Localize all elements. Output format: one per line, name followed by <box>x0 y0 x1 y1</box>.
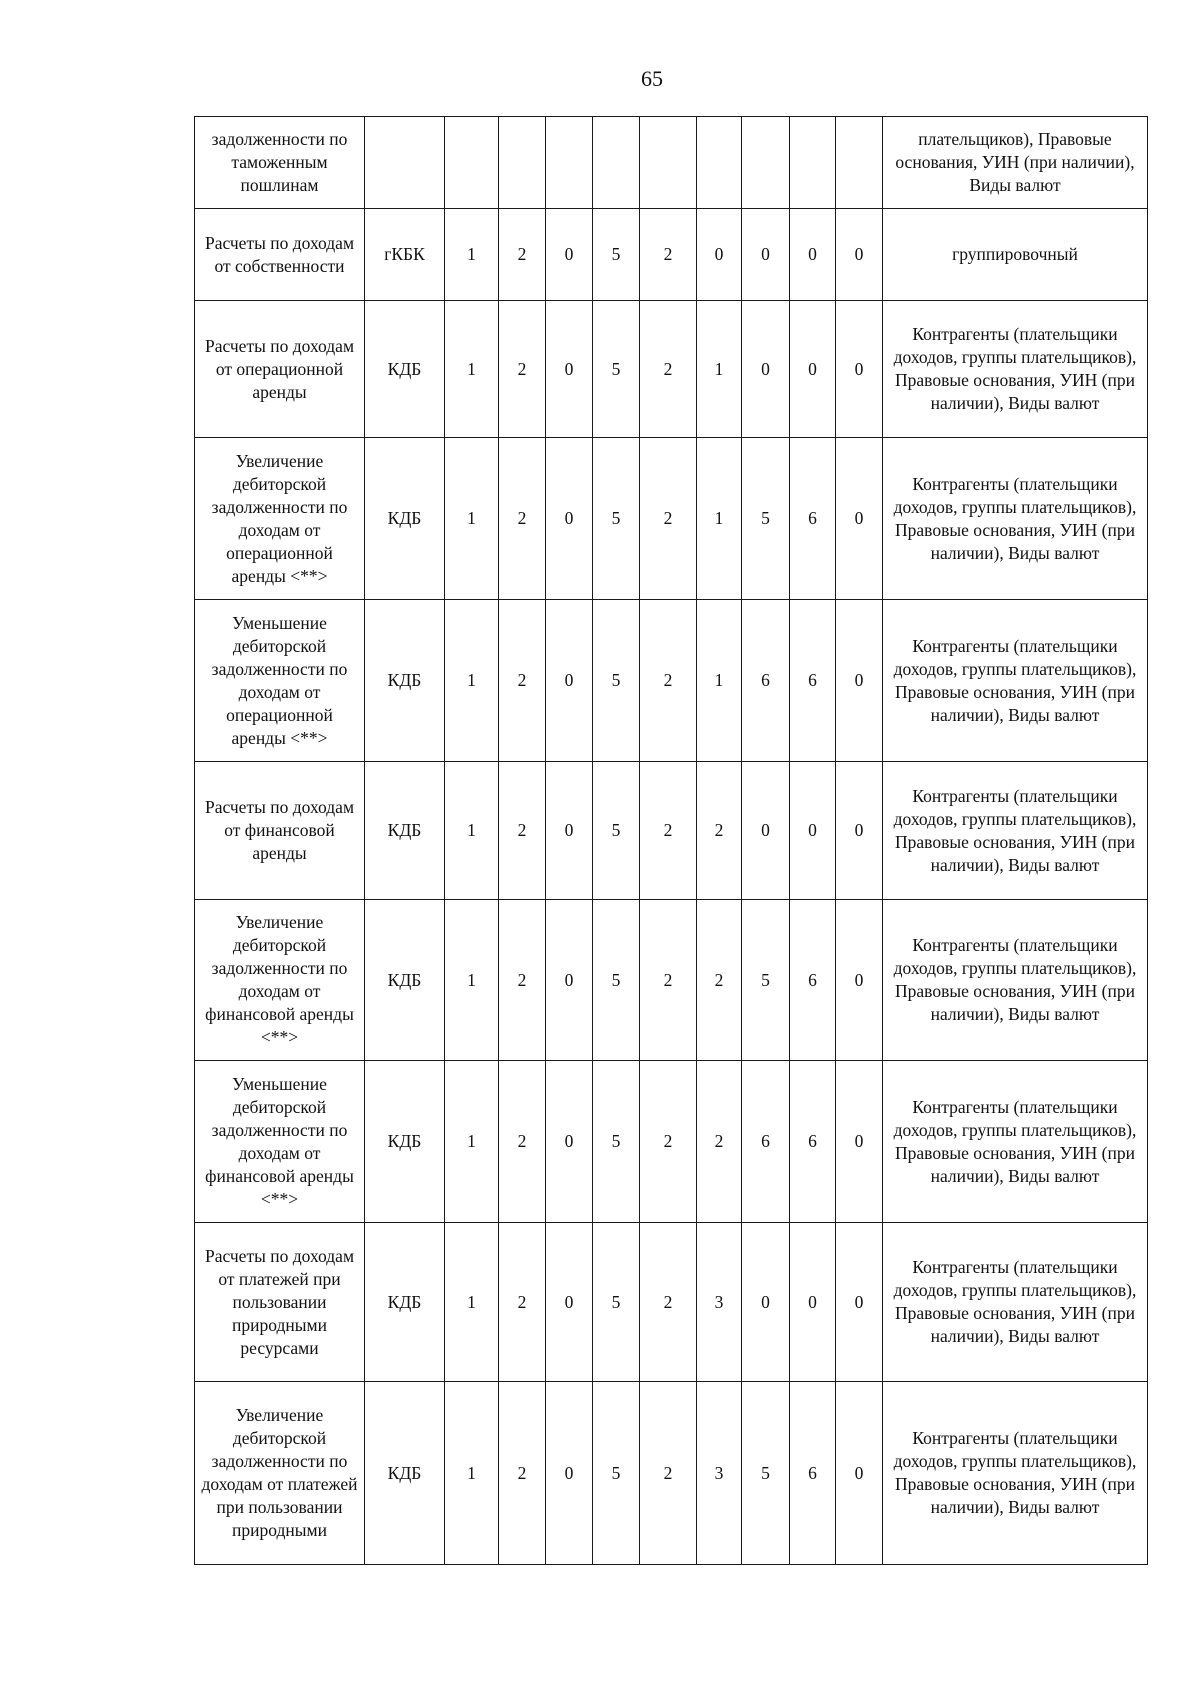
account-digit-cell: 6 <box>790 1061 836 1223</box>
account-digit-cell: 2 <box>640 301 697 438</box>
analytics-cell: Контрагенты (плательщики доходов, группы плательщиков), Правовые основания, УИН (при наличии), Виды валют <box>883 1223 1148 1382</box>
account-digit-cell <box>593 117 640 209</box>
account-digit-cell: 6 <box>742 600 790 762</box>
account-digit-cell: 0 <box>836 438 883 600</box>
table-row <box>195 600 1148 762</box>
account-digit-cell: 0 <box>546 1061 593 1223</box>
account-digit-cell: 2 <box>499 1223 546 1382</box>
account-digit-cell: 0 <box>546 900 593 1061</box>
account-digit-cell: 0 <box>836 209 883 301</box>
account-digit-cell: 0 <box>836 762 883 900</box>
table-row <box>195 1061 1148 1223</box>
account-name-cell: Увеличение дебиторской задолженности по доходам от операционной аренды <**> <box>195 438 365 600</box>
table-row <box>195 209 1148 301</box>
account-digit-cell: 1 <box>445 762 499 900</box>
account-digit-cell: 1 <box>697 438 742 600</box>
code-type-cell: гКБК <box>365 209 445 301</box>
account-digit-cell: 5 <box>742 1382 790 1565</box>
account-digit-cell: 0 <box>546 762 593 900</box>
table-row <box>195 762 1148 900</box>
account-digit-cell: 6 <box>790 600 836 762</box>
analytics-cell: Контрагенты (плательщики доходов, группы плательщиков), Правовые основания, УИН (при наличии), Виды валют <box>883 900 1148 1061</box>
account-digit-cell: 2 <box>499 1382 546 1565</box>
account-digit-cell: 2 <box>499 301 546 438</box>
account-name-cell: Расчеты по доходам от платежей при пользовании природными ресурсами <box>195 1223 365 1382</box>
analytics-cell: Контрагенты (плательщики доходов, группы плательщиков), Правовые основания, УИН (при наличии), Виды валют <box>883 600 1148 762</box>
analytics-cell: Контрагенты (плательщики доходов, группы плательщиков), Правовые основания, УИН (при наличии), Виды валют <box>883 1382 1148 1565</box>
account-digit-cell <box>499 117 546 209</box>
account-digit-cell: 5 <box>742 438 790 600</box>
analytics-cell: Контрагенты (плательщики доходов, группы плательщиков), Правовые основания, УИН (при наличии), Виды валют <box>883 301 1148 438</box>
account-digit-cell: 1 <box>445 1382 499 1565</box>
account-digit-cell: 2 <box>499 209 546 301</box>
account-digit-cell <box>640 117 697 209</box>
account-digit-cell: 5 <box>593 1061 640 1223</box>
account-digit-cell: 5 <box>742 900 790 1061</box>
table-row <box>195 1382 1148 1565</box>
account-digit-cell: 2 <box>697 900 742 1061</box>
account-digit-cell: 2 <box>640 1061 697 1223</box>
account-digit-cell: 5 <box>593 1223 640 1382</box>
code-type-cell: КДБ <box>365 301 445 438</box>
code-type-cell: КДБ <box>365 762 445 900</box>
account-digit-cell: 0 <box>546 209 593 301</box>
account-digit-cell: 0 <box>790 209 836 301</box>
table-row <box>195 117 1148 209</box>
account-digit-cell: 2 <box>499 900 546 1061</box>
account-digit-cell: 2 <box>640 900 697 1061</box>
account-digit-cell: 0 <box>836 1382 883 1565</box>
account-digit-cell: 0 <box>742 762 790 900</box>
account-digit-cell: 3 <box>697 1223 742 1382</box>
account-digit-cell: 5 <box>593 438 640 600</box>
code-type-cell: КДБ <box>365 1223 445 1382</box>
account-digit-cell: 0 <box>742 1223 790 1382</box>
account-digit-cell: 0 <box>790 301 836 438</box>
account-digit-cell: 1 <box>445 600 499 762</box>
account-name-cell: задолженности по таможенным пошлинам <box>195 117 365 209</box>
account-digit-cell: 6 <box>742 1061 790 1223</box>
account-digit-cell: 5 <box>593 1382 640 1565</box>
account-digit-cell: 6 <box>790 1382 836 1565</box>
account-digit-cell: 0 <box>546 1382 593 1565</box>
table-row <box>195 1223 1148 1382</box>
account-digit-cell: 0 <box>836 600 883 762</box>
account-digit-cell: 0 <box>836 301 883 438</box>
account-digit-cell: 1 <box>445 900 499 1061</box>
account-digit-cell: 2 <box>697 762 742 900</box>
analytics-cell: Контрагенты (плательщики доходов, группы плательщиков), Правовые основания, УИН (при наличии), Виды валют <box>883 762 1148 900</box>
code-type-cell: КДБ <box>365 600 445 762</box>
account-digit-cell: 2 <box>640 1223 697 1382</box>
account-digit-cell: 1 <box>697 301 742 438</box>
accounts-table <box>194 116 1148 1565</box>
account-digit-cell: 2 <box>640 762 697 900</box>
page-number: 65 <box>641 66 663 91</box>
code-type-cell: КДБ <box>365 438 445 600</box>
account-digit-cell: 0 <box>546 438 593 600</box>
account-digit-cell: 2 <box>640 600 697 762</box>
account-digit-cell: 2 <box>640 1382 697 1565</box>
account-name-cell: Уменьшение дебиторской задолженности по доходам от операционной аренды <**> <box>195 600 365 762</box>
account-digit-cell: 0 <box>836 900 883 1061</box>
account-digit-cell: 1 <box>445 209 499 301</box>
code-type-cell: КДБ <box>365 1061 445 1223</box>
account-digit-cell: 2 <box>499 762 546 900</box>
account-digit-cell: 2 <box>640 209 697 301</box>
code-type-cell: КДБ <box>365 900 445 1061</box>
account-digit-cell: 3 <box>697 1382 742 1565</box>
account-digit-cell: 0 <box>742 301 790 438</box>
analytics-cell: Контрагенты (плательщики доходов, группы плательщиков), Правовые основания, УИН (при наличии), Виды валют <box>883 1061 1148 1223</box>
account-digit-cell: 0 <box>697 209 742 301</box>
account-digit-cell: 5 <box>593 762 640 900</box>
table-body <box>195 117 1148 1565</box>
account-digit-cell: 5 <box>593 900 640 1061</box>
account-digit-cell: 5 <box>593 209 640 301</box>
analytics-cell: группировочный <box>883 209 1148 301</box>
account-digit-cell: 6 <box>790 438 836 600</box>
account-digit-cell: 5 <box>593 600 640 762</box>
account-name-cell: Расчеты по доходам от операционной аренды <box>195 301 365 438</box>
account-digit-cell: 6 <box>790 900 836 1061</box>
account-name-cell: Увеличение дебиторской задолженности по доходам от финансовой аренды <**> <box>195 900 365 1061</box>
analytics-cell: плательщиков), Правовые основания, УИН (при наличии), Виды валют <box>883 117 1148 209</box>
account-digit-cell <box>546 117 593 209</box>
account-digit-cell: 1 <box>445 1061 499 1223</box>
account-digit-cell: 0 <box>546 600 593 762</box>
account-digit-cell <box>836 117 883 209</box>
table-row <box>195 301 1148 438</box>
account-digit-cell: 2 <box>499 600 546 762</box>
account-digit-cell: 0 <box>836 1223 883 1382</box>
account-digit-cell: 1 <box>445 1223 499 1382</box>
code-type-cell <box>365 117 445 209</box>
account-name-cell: Уменьшение дебиторской задолженности по доходам от финансовой аренды <**> <box>195 1061 365 1223</box>
account-digit-cell: 2 <box>697 1061 742 1223</box>
account-digit-cell: 0 <box>790 1223 836 1382</box>
account-digit-cell: 2 <box>499 1061 546 1223</box>
account-name-cell: Расчеты по доходам от финансовой аренды <box>195 762 365 900</box>
account-digit-cell: 2 <box>499 438 546 600</box>
account-digit-cell: 1 <box>445 438 499 600</box>
account-digit-cell <box>790 117 836 209</box>
account-digit-cell: 0 <box>742 209 790 301</box>
account-digit-cell: 2 <box>640 438 697 600</box>
account-digit-cell: 0 <box>836 1061 883 1223</box>
account-digit-cell: 0 <box>790 762 836 900</box>
account-name-cell: Расчеты по доходам от собственности <box>195 209 365 301</box>
account-name-cell: Увеличение дебиторской задолженности по доходам от платежей при пользовании природными <box>195 1382 365 1565</box>
account-digit-cell <box>742 117 790 209</box>
code-type-cell: КДБ <box>365 1382 445 1565</box>
account-digit-cell <box>697 117 742 209</box>
account-digit-cell: 0 <box>546 1223 593 1382</box>
account-digit-cell: 1 <box>697 600 742 762</box>
table-row <box>195 900 1148 1061</box>
account-digit-cell <box>445 117 499 209</box>
account-digit-cell: 5 <box>593 301 640 438</box>
table-row <box>195 438 1148 600</box>
account-digit-cell: 0 <box>546 301 593 438</box>
analytics-cell: Контрагенты (плательщики доходов, группы плательщиков), Правовые основания, УИН (при наличии), Виды валют <box>883 438 1148 600</box>
account-digit-cell: 1 <box>445 301 499 438</box>
